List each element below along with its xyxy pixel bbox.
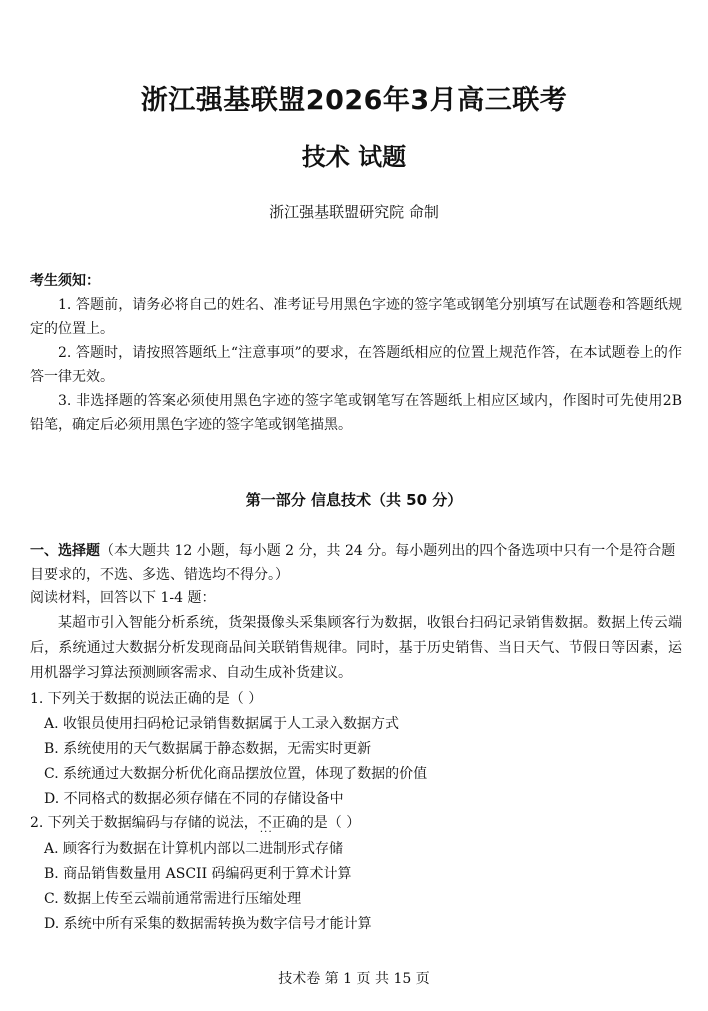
question-2-stem	[30, 812, 360, 832]
question-2-option-a: A. 顾客行为数据在计算机内部以二进制形式存储	[44, 841, 344, 857]
question-2-stem-end: 的是（ ）	[299, 815, 361, 831]
section-label: 一、选择题	[30, 543, 100, 559]
issuer-line: 浙江强基联盟研究院 命制	[269, 203, 439, 221]
question-2-option-b: B. 商品销售数量用 ASCII 码编码更利于算术计算	[44, 866, 352, 882]
exam-title: 浙江强基联盟2026年3月高三联考	[140, 85, 568, 116]
question-1-option-a: A. 收银员使用扫码枪记录销售数据属于人工录入数据方式	[44, 716, 400, 732]
section-intro	[30, 539, 682, 587]
section-instructions: （本大题共 12 小题，每小题 2 分，共 24 分。每小题列出的四个备选项中只有一个是符合题目要求的，不选、多选、错选均不得分。）	[30, 543, 676, 583]
question-2-option-d: D. 系统中所有采集的数据需转换为数字信号才能计算	[44, 916, 372, 932]
notice-item-1: 1. 答题前，请务必将自己的姓名、准考证号用黑色字迹的签字笔或钢笔分别填写在试题卷和答题纸规定的位置上。	[30, 297, 682, 337]
part-heading: 第一部分 信息技术（共 50 分）	[245, 491, 463, 509]
reading-material: 某超市引入智能分析系统，货架摄像头采集顾客行为数据，收银台扫码记录销售数据。数据上传云端后，系统通过大数据分析发现商品间关联销售规律。同时，基于历史销售、当日天气、节假日等因素，运用机器学习算法预测顾客需求、自动生成补货建议。	[30, 615, 682, 681]
question-1-option-c: C. 系统通过大数据分析优化商品摆放位置，体现了数据的价值	[44, 766, 428, 782]
page-footer: 技术卷 第 1 页 共 15 页	[278, 971, 430, 987]
notice-item-2: 2. 答题时，请按照答题纸上“注意事项”的要求，在答题纸相应的位置上规范作答，在本试题卷上的作答一律无效。	[30, 345, 682, 385]
question-2-stem-start: 2. 下列关于数据编码与存储的说法，	[30, 815, 258, 831]
exam-subtitle: 技术 试题	[301, 143, 407, 171]
notice-heading: 考生须知：	[30, 273, 100, 289]
notice-item-3: 3. 非选择题的答案必须使用黑色字迹的签字笔或钢笔写在答题纸上相应区域内，作图时可先使用2B铅笔，确定后必须用黑色字迹的签字笔或钢笔描黑。	[30, 393, 682, 433]
question-1-option-d: D. 不同格式的数据必须存储在不同的存储设备中	[44, 791, 344, 807]
question-1-option-b: B. 系统使用的天气数据属于静态数据，无需实时更新	[44, 741, 372, 757]
question-2-emphasis: 不正确 · · ·	[258, 815, 300, 831]
reading-prompt: 阅读材料，回答以下 1-4 题：	[30, 590, 216, 606]
question-2-option-c: C. 数据上传至云端前通常需进行压缩处理	[44, 891, 302, 907]
question-1-stem: 1. 下列关于数据的说法正确的是（ ）	[30, 691, 263, 707]
